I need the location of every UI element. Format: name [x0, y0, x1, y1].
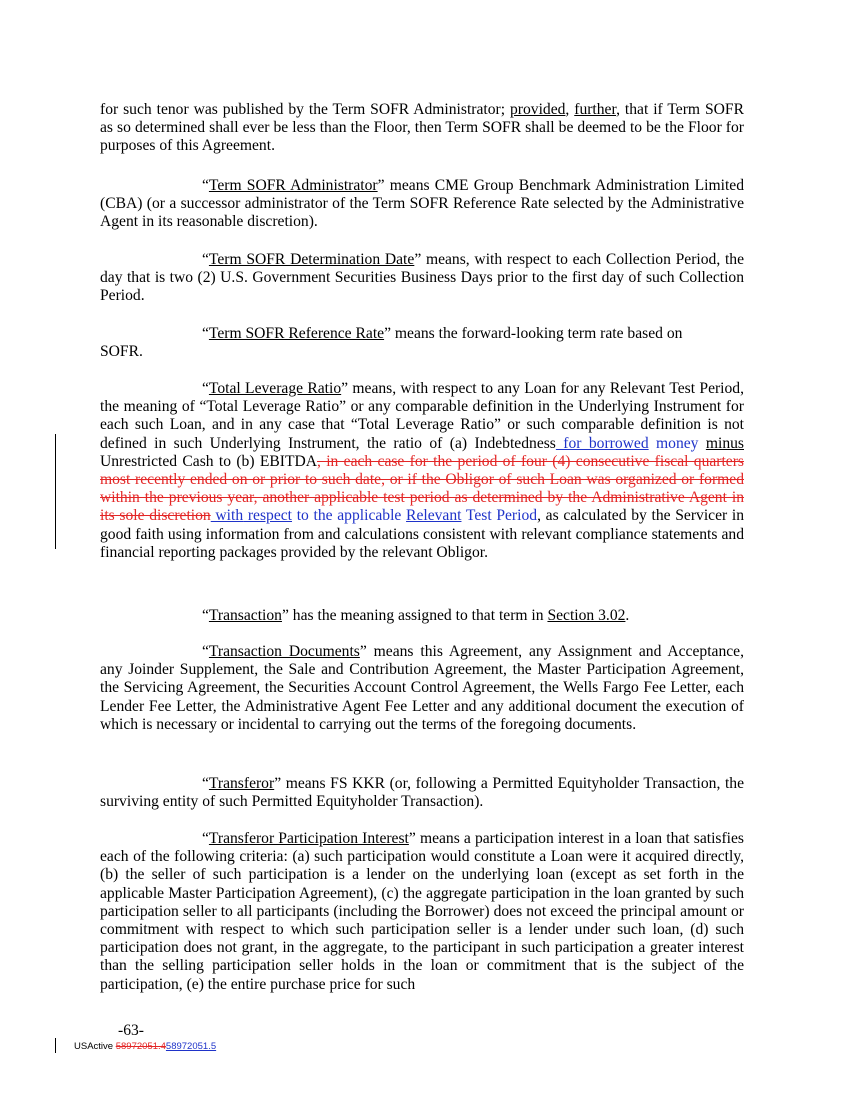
defined-term: Term SOFR Administrator: [208, 177, 378, 194]
inserted-text: Test Period: [461, 507, 538, 525]
definition-transaction: “Transaction” has the meaning assigned to that term in Section 3.02.: [202, 607, 630, 624]
inserted-text: with: [210, 507, 244, 525]
defined-term: Term SOFR Reference Rate: [208, 325, 385, 342]
inserted-text: to the applicable: [292, 507, 402, 525]
further-term: further: [574, 101, 617, 118]
document-id-footer: USActive 58972051.458972051.5: [74, 1041, 217, 1052]
defined-term: Transferor: [208, 775, 275, 792]
inserted-text: Relevant: [406, 507, 462, 525]
definition-term-sofr-determination-date: “Term SOFR Determination Date” means, with respect to each Collection Period, the day that is two (2) U.S. Government Securities Business Days prior to the first day of such Collection Period.: [100, 251, 744, 305]
definition-total-leverage-ratio: “Total Leverage Ratio” means, with respect to any Loan for any Relevant Test Period, the meaning of “Total Leverage Ratio” or any comparable definition in the Underlying Instrument for each such Loan, and in any case that “Total Leverage Ratio” or such comparable definition is not defined in such Underlying Instrument, the ratio of (a) Indebtedness for borrowed money minus Unrestricted Cash to (b) EBITDA, in each case for the period of four (4) consecutive fiscal quarters most recently ended on or prior to such date, or if the Obligor of such Loan was organized or formed within the previous year, another applicable test period as determined by the Administrative Agent in its sole discretion with respect to the applicable Relevant Test Period, as calculated by the Servicer in good faith using information from and calculations consistent with relevant compliance statements and financial reporting packages provided by the relevant Obligor.: [100, 380, 745, 561]
revision-change-bar: [55, 1038, 56, 1053]
defined-term: Total Leverage Ratio: [208, 380, 342, 397]
definition-term-sofr-administrator: “Term SOFR Administrator” means CME Group Benchmark Administration Limited (CBA) (or a successor administrator of the Term SOFR Reference Rate selected by the Administrative Agent in its reasonable discretion).: [100, 177, 744, 231]
page-number: -63-: [118, 1022, 144, 1039]
inserted-text: respect: [243, 507, 293, 525]
provided-term: provided: [509, 101, 566, 118]
defined-term: Transferor Participation Interest: [208, 830, 409, 847]
inserted-text: for borrowed: [555, 434, 649, 452]
definition-transferor-participation-interest: “Transferor Participation Interest” means a participation interest in a loan that satisfies each of the following criteria: (a) such participation would constitute a Loan were it acquired directly, (b) the seller of such participation is a lender on the underlying loan (except as set forth in the applicable Master Participation Agreement), (c) the aggregate participation in the loan granted by such participation seller to all participants (including the Borrower) does not exceed the principal amount or commitment with respect to which such participation seller is a lender under such loan, (d) such participation does not grant, in the aggregate, to the participant in such participation a greater interest than the selling participation seller holds in the loan or commitment that is the subject of the participation, (e) the entire purchase price for such: [100, 830, 744, 993]
definition-transferor: “Transferor” means FS KKR (or, following a Permitted Equityholder Transaction, the surviving entity of such Permitted Equityholder Transaction).: [100, 775, 744, 811]
revision-change-bar: [55, 434, 56, 549]
inserted-doc-id: 58972051.5: [165, 1041, 217, 1052]
minus-term: minus: [705, 434, 744, 452]
deleted-doc-id: 58972051.4: [115, 1041, 166, 1052]
inserted-text: money: [648, 434, 699, 452]
section-reference: Section 3.02: [547, 607, 626, 624]
defined-term: Transaction Documents: [208, 643, 360, 660]
paragraph-term-sofr-continuation: for such tenor was published by the Term SOFR Administrator; provided, further, that if Term SOFR as so determined shall ever be less than the Floor, then Term SOFR shall be deemed to be the Floor for purposes of this Agreement.: [100, 101, 744, 155]
definition-transaction-documents: “Transaction Documents” means this Agreement, any Assignment and Acceptance, any Joinder Supplement, the Sale and Contribution Agreement, the Master Participation Agreement, the Servicing Agreement, the Securities Account Control Agreement, the Wells Fargo Fee Letter, each Lender Fee Letter, the Administrative Agent Fee Letter and any additional document the execution of which is necessary or incidental to carrying out the terms of the foregoing documents.: [100, 643, 744, 733]
defined-term: Term SOFR Determination Date: [208, 251, 415, 268]
definition-term-sofr-reference-rate: “Term SOFR Reference Rate” means the forward-looking term rate based on SOFR.: [100, 325, 683, 361]
deleted-text: , in each case for the period of four (4) consecutive fiscal quarters most recently ended on or prior to such date, or if the Obligor of such Loan was organized or formed within the previous year, another applicable test period as determined by the Administrative Agent in its sole discretion: [100, 452, 744, 525]
defined-term: Transaction: [208, 607, 282, 624]
